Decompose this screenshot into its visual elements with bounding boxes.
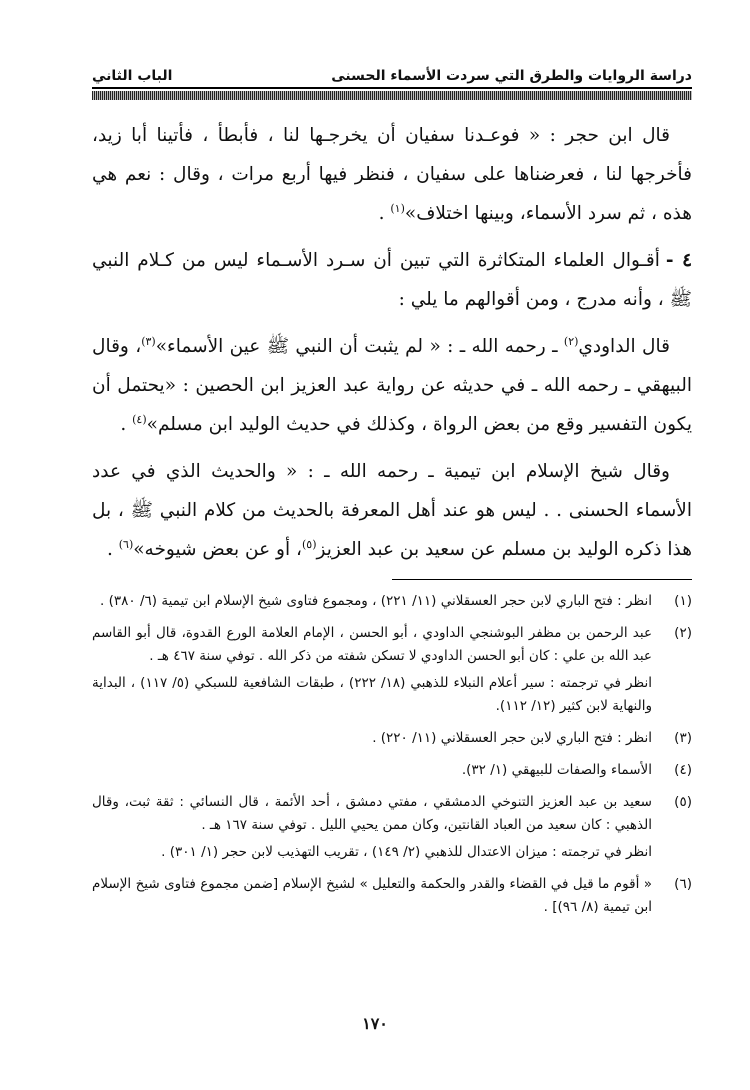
paragraph-dawudi-bayhaqi: قال الداودي$^{(٢)}$ ـ رحمه الله ـ : « لم يثبت أن النبي ﷺ عين الأسماء»$^{(٣)}$، وقال البيهقي ـ رحمه الله ـ في حديثه عن رواية عبد العزيز ابن الحصين : «يحتمل أن يكون التفسير وقع من بعض الرواة ، وكذلك في حديث الوليد ابن مسلم»$^{(٤)}$ . bbox=[92, 334, 692, 435]
footnote-1: (١) انظر : فتح الباري لابن حجر العسقلاني (١١/ ٢٢١) ، ومجموع فتاوى شيخ الإسلام ابن تيمية (٦/ ٣٨٠) . bbox=[100, 593, 692, 609]
page-number: ١٧٠ bbox=[362, 1014, 388, 1033]
footnote-2: (٢) عبد الرحمن بن مظفر البوشنجي الداودي ، أبو الحسن ، الإمام العلامة الورع القدوة، قال أبو القاسم عبد الله بن علي : كان أبو الحسن الداودي لا تسكن شفته من ذكر الله . توفي سنة ٤٦٧ هـ . انظر في ترجمته : سير أعلام النبلاء للذهبي (١٨/ ٢٢٢) ، طبقات الشافعية للسبكي (٥/ ١١٧) ، البداية والنهاية لابن كثير (١٢/ ١١٢). bbox=[92, 625, 692, 714]
footnote-ref-5[interactable]: (٥) bbox=[301, 537, 317, 551]
footnote-ref-3[interactable]: (٣) bbox=[141, 334, 156, 348]
footnote-ref-2[interactable]: (٢) bbox=[563, 334, 579, 348]
main-text bbox=[92, 116, 692, 569]
footnote-ref-6[interactable]: (٦) bbox=[118, 537, 134, 551]
footnote-5: (٥) سعيد بن عبد العزيز التنوخي الدمشقي ، مفتي دمشق ، أحد الأئمة ، قال النسائي : ثقة ثبت، وقال الذهبي : كان سعيد من العباد القانتين، وكان ممن يحيي الليل . توفي سنة ١٦٧ هـ . انظر في ترجمته : ميزان الاعتدال للذهبي (٢/ ١٤٩) ، تقريب التهذيب لابن حجر (١/ ٣٠١) . bbox=[92, 794, 692, 860]
page bbox=[92, 60, 692, 928]
running-header bbox=[92, 60, 692, 84]
footnotes bbox=[92, 590, 692, 923]
header-title: دراسة الروايات والطرق التي سردت الأسماء الحسنى bbox=[331, 68, 692, 84]
footnote-4: (٤) الأسماء والصفات للبيهقي (١/ ٣٢). bbox=[461, 762, 692, 778]
paragraph-ibn-taymiyyah: وقال شيخ الإسلام ابن تيمية ـ رحمه الله ـ : « والحديث الذي في عدد الأسماء الحسنى . . ليس هو عند أهل المعرفة بالحديث من كلام النبي ﷺ ، بل هذا ذكره الوليد بن مسلم عن سعيد بن عبد العزيز$^{(٥)}$، أو عن بعض شيوخه»$^{(٦)}$ . bbox=[92, 461, 692, 560]
header-ornament-band bbox=[92, 91, 692, 100]
footnote-3: (٣) انظر : فتح الباري لابن حجر العسقلاني (١١/ ٢٢٠) . bbox=[372, 730, 692, 746]
footnote-ref-1[interactable]: (١) bbox=[390, 201, 405, 215]
footnote-separator bbox=[392, 579, 692, 580]
paragraph-ibn-hajar: قال ابن حجر : « فوعـدنا سفيان أن يخرجـها لنا ، فأبطأ ، فأتينا أبا زيد، فأخرجها لنا ، فعرضناها على سفيان ، فنظر فيها أربع مرات ، وقال : نعم هي هذه ، ثم سرد الأسماء، وبينها اختلاف»$^{(١)}$ . bbox=[92, 125, 692, 224]
footnote-ref-4[interactable]: (٤) bbox=[132, 412, 147, 426]
footnote-6: (٦) « أقوم ما قيل في القضاء والقدر والحكمة والتعليل » لشيخ الإسلام [ضمن مجموع فتاوى شيخ الإسلام ابن تيمية (٨/ ٩٦)] . bbox=[92, 876, 692, 915]
header-chapter: الباب الثاني bbox=[92, 68, 173, 84]
header-rule bbox=[92, 87, 692, 89]
section-number: ٤ - bbox=[665, 250, 692, 271]
paragraph-scholars-sayings: ٤ -أقـوال العلماء المتكاثرة التي تبين أن سـرد الأسـماء ليس من كـلام النبي ﷺ ، وأنه مدرج ، ومن أقوالهم ما يلي : bbox=[92, 250, 692, 310]
